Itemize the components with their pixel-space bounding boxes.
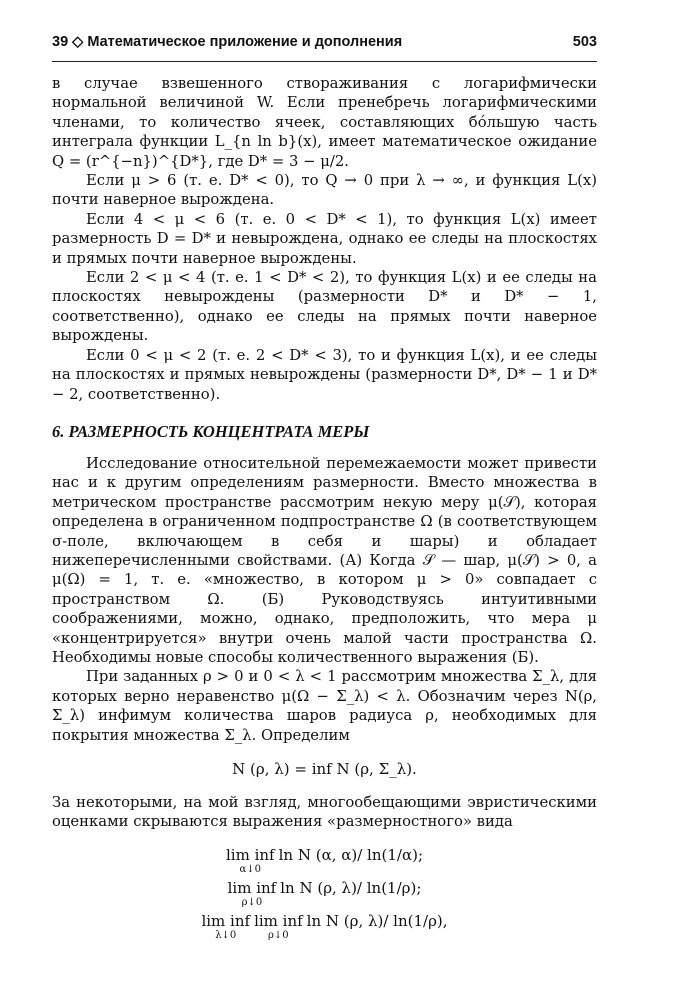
lim-subscript: ρ↓0: [268, 929, 289, 941]
lim-subscript: λ↓0: [215, 929, 237, 941]
formula-block: [52, 846, 597, 941]
paragraph-case-0-2: Если 0 < μ < 2 (т. е. 2 < D* < 3), то и функция L(x), и ее следы на плоскостях и прямых невырождены (размерности D*, D* − 1 и D* − 2, соответственно).: [52, 346, 597, 403]
running-head: [52, 34, 597, 56]
lim-operator: lim inf: [201, 911, 251, 930]
header-rule: [52, 61, 597, 62]
page-body: [52, 74, 597, 945]
formula-line: [52, 879, 597, 908]
paragraph-measure-intro: Исследование относительной перемежаемости может привести нас и к другим определениям размерности. Вместо множества в метрическом пространстве рассмотрим некую меру μ(𝒮), которая определена в ограниченном подпространстве Ω (в соответствующем σ-поле, включающем в себя и шары) и обладает нижеперечисленными свойствами. (А) Когда 𝒮 — шар, μ(𝒮) > 0, а μ(Ω) = 1, т. е. «множество, в котором μ > 0» совпадает с пространством Ω. (Б) Руководствуясь интуитивными соображениями, можно, однако, предположить, что мера μ «концентрируется» внутри очень малой части пространства Ω. Необходимы новые способы количественного выражения (Б).: [52, 454, 597, 666]
section-heading: 6. РАЗМЕРНОСТЬ КОНЦЕНТРАТА МЕРЫ: [52, 421, 370, 441]
formula-line: [52, 846, 597, 875]
lim-subscript: α↓0: [239, 863, 262, 875]
paragraph-case-2-4: Если 2 < μ < 4 (т. е. 1 < D* < 2), то функция L(x) и ее следы на плоскостях невырождены (размерности D* и D* − 1, соответственно), однако ее следы на прямых почти наверное вырождены.: [52, 269, 597, 345]
lim-operator: lim inf: [254, 911, 303, 930]
formula-expression: ln N (ρ, λ)/ ln(1/ρ);: [280, 878, 422, 897]
lim-operator: lim inf: [227, 878, 277, 897]
formula-expression: ln N (α, α)/ ln(1/α);: [278, 845, 423, 864]
formula-line: [52, 912, 597, 941]
page-number: 503: [572, 34, 597, 50]
lim-operator: lim inf: [226, 845, 275, 864]
lim-subscript: ρ↓0: [241, 896, 263, 908]
paragraph-definition: При заданных ρ > 0 и 0 < λ < 1 рассмотрим множества Σ_λ, для которых верно неравенство μ(Ω − Σ_λ) < λ. Обозначим через N(ρ, Σ_λ) инфимум количества шаров радиуса ρ, необходимых для покрытия множества Σ_λ. Определим: [52, 668, 597, 744]
chapter-title: 39 ◇ Математическое приложение и дополнения: [52, 34, 403, 50]
paragraph-case-4-6: Если 4 < μ < 6 (т. е. 0 < D* < 1), то функция L(x) имеет размерность D = D* и невырождена, однако ее следы на плоскостях и прямых почти наверное вырождены.: [52, 210, 597, 267]
formula-expression: ln N (ρ, λ)/ ln(1/ρ),: [306, 911, 448, 930]
paragraph-continuation: в случае взвешенного створаживания с логарифмически нормальной величиной W. Если пренебречь логарифмическими членами, то количество ячеек, составляющих бóльшую часть интеграла функции L_{n ln b}(x), имеет математическое ожидание Q = (r^{−n})^{D*}, где D* = 3 − μ/2.: [52, 75, 597, 170]
paragraph-case-mu-gt-6: Если μ > 6 (т. е. D* < 0), то Q → 0 при λ → ∞, и функция L(x) почти наверное вырождена.: [52, 172, 597, 209]
paragraph-heuristic: За некоторыми, на мой взгляд, многообещающими эвристическими оценками скрываются выражения «размерностного» вида: [52, 794, 597, 831]
display-equation: N (ρ, λ) = inf N (ρ, Σ_λ).: [232, 760, 417, 778]
